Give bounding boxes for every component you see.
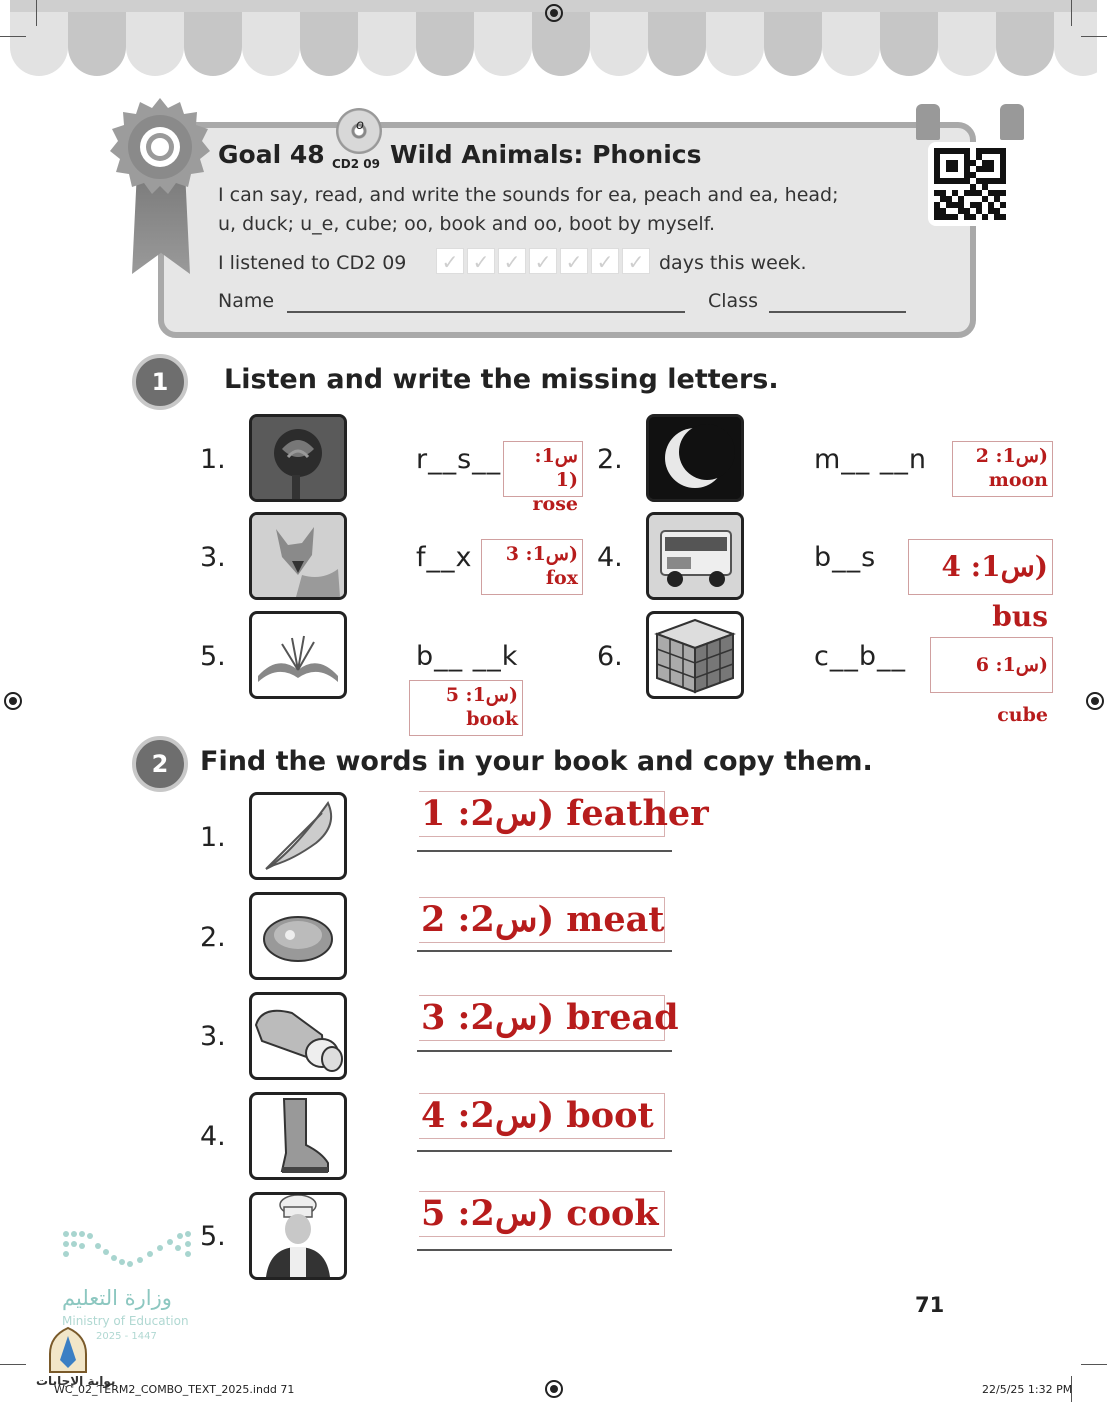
- portal-watermark: بوابة الإجابات: [36, 1374, 116, 1388]
- tick-box[interactable]: ✓: [436, 248, 464, 274]
- item-number: 3.: [200, 542, 226, 573]
- headphone-icon: [916, 104, 940, 140]
- section-1-number: 1: [132, 354, 188, 410]
- answer-box: س1: 6) cube: [930, 637, 1053, 693]
- ministry-english-name: Ministry of Education: [62, 1314, 189, 1328]
- tick-box[interactable]: ✓: [560, 248, 588, 274]
- moon-image: [646, 414, 744, 502]
- book-image: [249, 611, 347, 699]
- fox-image: [249, 512, 347, 600]
- missing-letters-pattern: m__ __n: [814, 444, 927, 475]
- crop-mark: [1081, 36, 1107, 37]
- cook-image: [249, 1192, 347, 1280]
- registration-mark: [1086, 692, 1104, 710]
- item-number: 6.: [597, 641, 623, 672]
- listened-prefix: I listened to CD2 09: [218, 252, 407, 274]
- headphone-icon: [1000, 104, 1024, 140]
- crop-mark: [36, 0, 37, 26]
- page-number: 71: [915, 1293, 945, 1317]
- copied-word-answer: س2: 4) boot: [419, 1093, 665, 1139]
- rose-image: [249, 414, 347, 502]
- goal-statement-line-1: I can say, read, and write the sounds for ea, peach and ea, head;: [218, 184, 839, 206]
- copied-word-answer: س2: 1) feather: [419, 791, 665, 837]
- tick-box[interactable]: ✓: [498, 248, 526, 274]
- copied-word-answer: س2: 5) cook: [419, 1191, 665, 1237]
- name-field[interactable]: [287, 311, 685, 313]
- cube-image: [646, 611, 744, 699]
- answer-box: س1: 5) book: [409, 680, 523, 736]
- missing-letters-pattern: b__ __k: [416, 641, 519, 672]
- registration-mark: [545, 4, 563, 22]
- bus-image: [646, 512, 744, 600]
- ministry-logo-icon: [60, 1226, 200, 1276]
- writing-line[interactable]: [417, 850, 672, 852]
- goal-statement-line-2: u, duck; u_e, cube; oo, book and oo, boot by myself.: [218, 213, 716, 235]
- rosette-badge-icon: [108, 96, 212, 200]
- item-number: 2.: [200, 922, 226, 953]
- meat-image: [249, 892, 347, 980]
- ministry-arabic-name: وزارة التعليم: [62, 1286, 172, 1310]
- listen-tick-boxes[interactable]: [436, 248, 650, 274]
- item-number: 4.: [200, 1121, 226, 1152]
- item-number: 2.: [597, 444, 623, 475]
- boot-image: [249, 1092, 347, 1180]
- tick-box[interactable]: ✓: [622, 248, 650, 274]
- missing-letters-pattern: c__b__: [814, 641, 906, 672]
- item-number: 1.: [200, 822, 226, 853]
- section-2-number: 2: [132, 736, 188, 792]
- crop-mark: [0, 36, 26, 37]
- missing-letters-pattern: r__s__: [416, 444, 502, 475]
- section-2-title: Find the words in your book and copy them.: [200, 746, 873, 777]
- crop-mark: [1071, 0, 1072, 26]
- print-timestamp: 22/5/25 1:32 PM: [982, 1383, 1073, 1396]
- name-label: Name: [218, 290, 275, 312]
- bread-image: [249, 992, 347, 1080]
- cd-track-label: CD2 09: [332, 157, 380, 171]
- item-number: 5.: [200, 641, 226, 672]
- feather-image: [249, 792, 347, 880]
- item-number: 3.: [200, 1021, 226, 1052]
- answer-box: س1: 2) moon: [952, 441, 1053, 497]
- class-label: Class: [708, 290, 758, 312]
- section-1-title: Listen and write the missing letters.: [224, 364, 779, 395]
- crop-mark: [1081, 1364, 1107, 1365]
- goal-subtitle: Wild Animals: Phonics: [390, 140, 702, 169]
- copied-word-answer: س2: 3) bread: [419, 995, 665, 1041]
- ministry-year: 2025 - 1447: [96, 1331, 157, 1342]
- missing-letters-pattern: b__s: [814, 542, 877, 573]
- portal-logo-icon: [46, 1326, 90, 1374]
- qr-code-icon[interactable]: [928, 142, 1012, 226]
- answer-box: س1: 3) fox: [481, 539, 583, 595]
- registration-mark: [4, 692, 22, 710]
- item-number: 1.: [200, 444, 226, 475]
- tick-box[interactable]: ✓: [529, 248, 557, 274]
- missing-letters-pattern: f__x: [416, 542, 473, 573]
- item-number: 4.: [597, 542, 623, 573]
- answer-box: س1: 1) rose: [503, 441, 583, 497]
- writing-line[interactable]: [417, 950, 672, 952]
- tick-box[interactable]: ✓: [591, 248, 619, 274]
- crop-mark: [0, 1364, 26, 1365]
- print-file-name: WC_02_TERM2_COMBO_TEXT_2025.indd 71: [54, 1383, 295, 1396]
- item-number: 5.: [200, 1221, 226, 1252]
- writing-line[interactable]: [417, 1249, 672, 1251]
- writing-line[interactable]: [417, 1050, 672, 1052]
- goal-title: Goal 48: [218, 140, 325, 169]
- copied-word-answer: س2: 2) meat: [419, 897, 665, 943]
- class-field[interactable]: [769, 311, 906, 313]
- listened-suffix: days this week.: [659, 252, 807, 274]
- registration-mark: [545, 1380, 563, 1398]
- answer-box: س1: 4) bus: [908, 539, 1053, 595]
- tick-box[interactable]: ✓: [467, 248, 495, 274]
- writing-line[interactable]: [417, 1150, 672, 1152]
